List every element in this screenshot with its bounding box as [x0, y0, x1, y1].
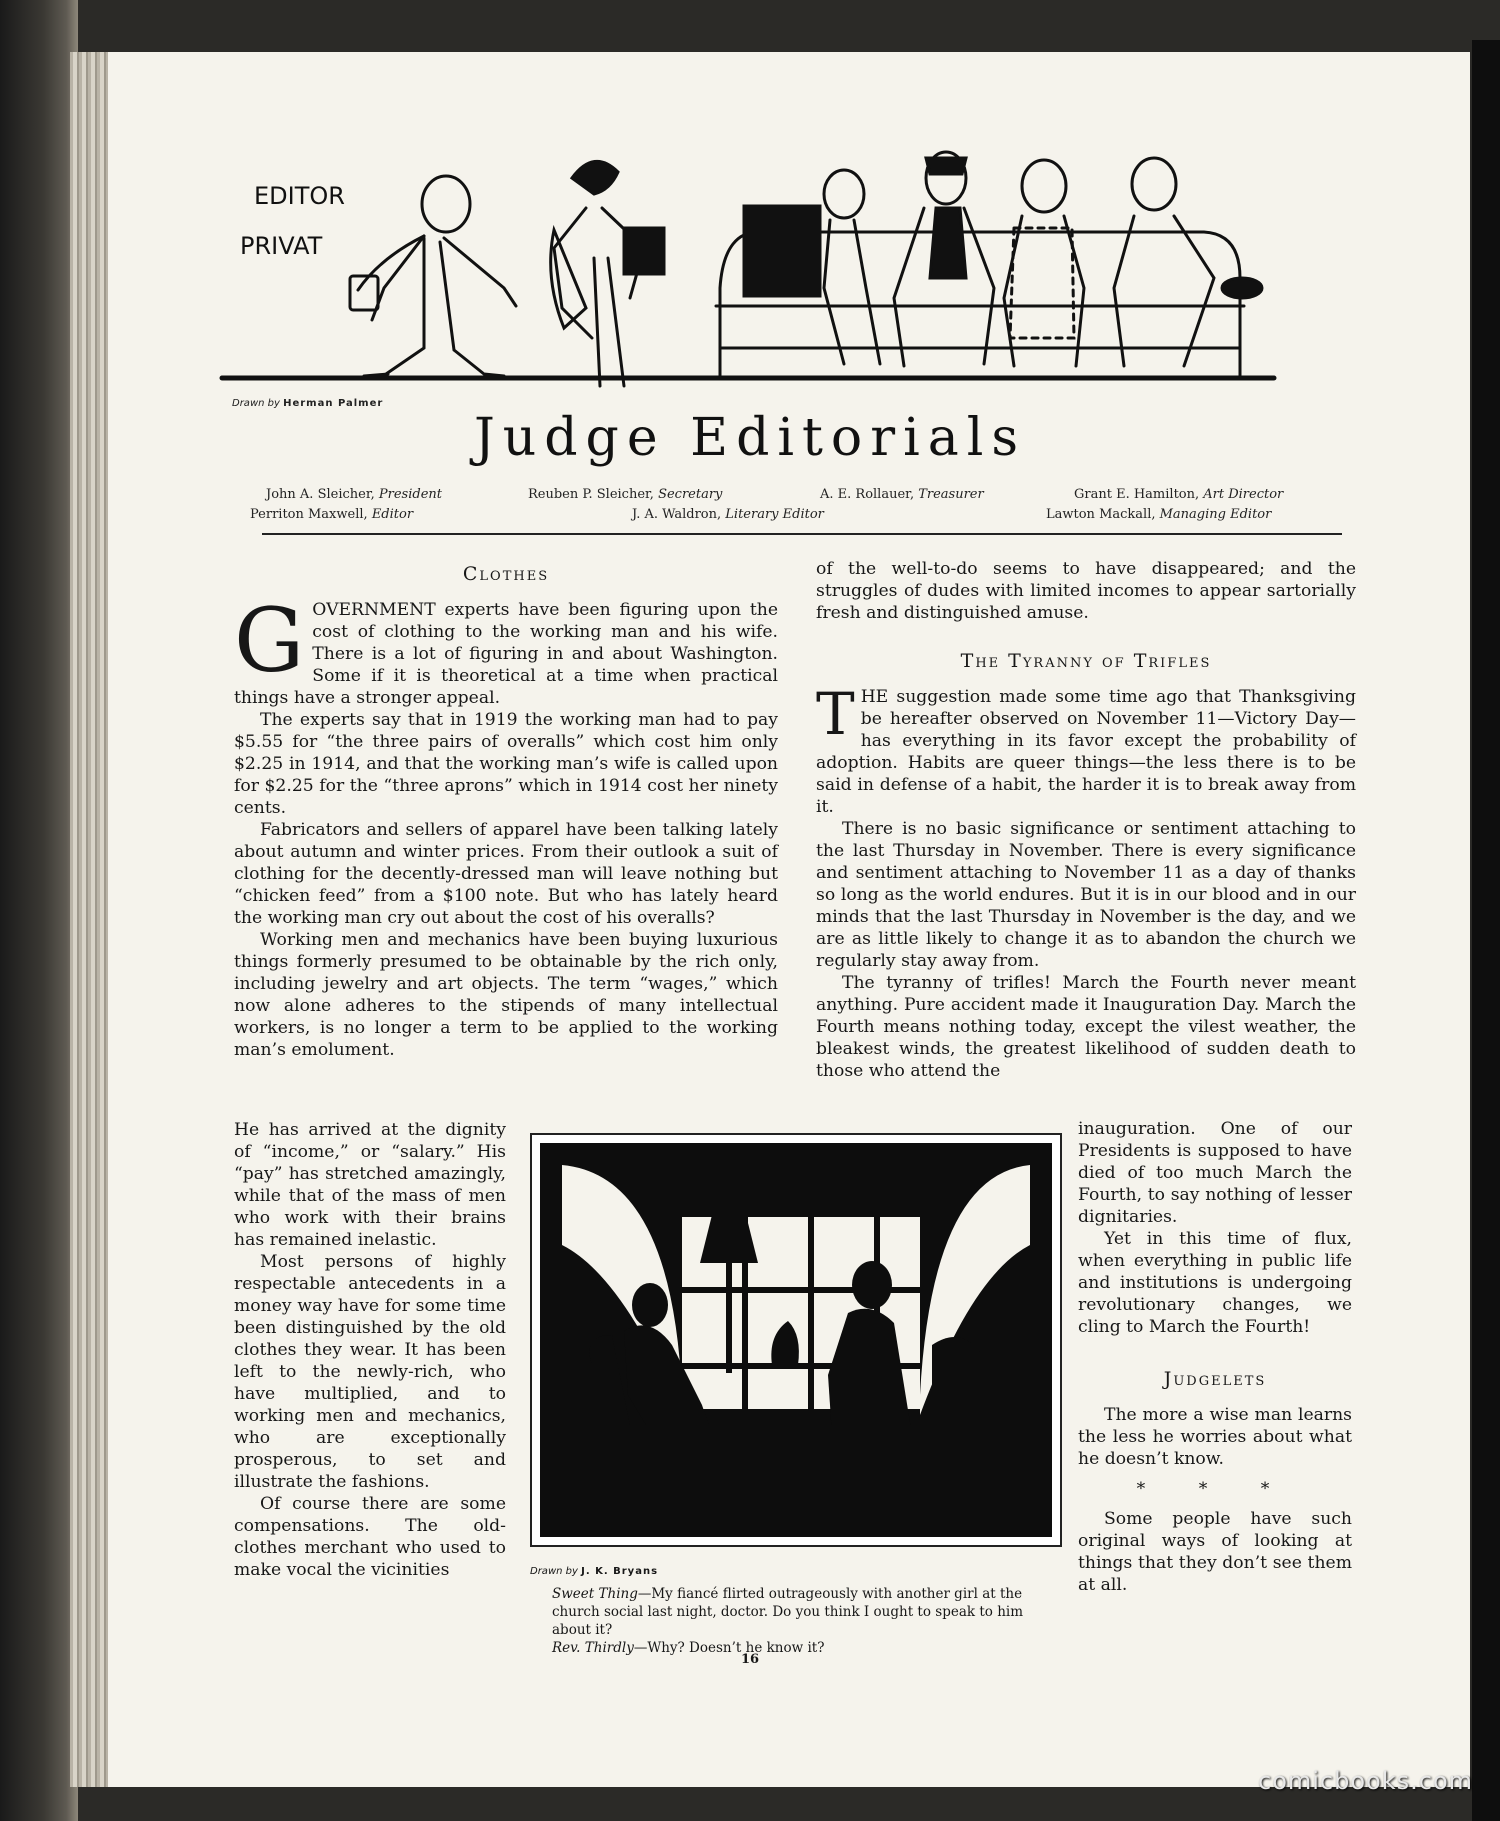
clothes-paragraph-2: The experts say that in 1919 the working man had to pay $5.55 for “the three pairs of overalls” which cost him only $2.25 in 1914, and that the working man’s wife is called upon for $2.25 for the “three aprons” which in 1914 cost her ninety cents.	[234, 710, 778, 818]
article-right-narrow	[1078, 1118, 1352, 1596]
staff-editor: Perriton Maxwell, Editor	[250, 507, 414, 522]
staff-secretary: Reuben P. Sleicher, Secretary	[528, 487, 723, 502]
masthead-rule	[262, 533, 1342, 535]
seated-visitors-group	[744, 152, 1262, 366]
staff-treasurer: A. E. Rollauer, Treasurer	[820, 487, 984, 502]
page-title: Judge Editorials	[473, 408, 1027, 468]
staff-president: John A. Sleicher, President	[266, 487, 442, 502]
heading-tyranny: The Tyranny of Trifles	[960, 650, 1212, 672]
illustration-credit: Drawn by J. K. Bryans	[530, 1566, 659, 1577]
scan-background-left	[0, 0, 78, 1821]
man-at-door-figure	[350, 176, 516, 376]
tyranny-paragraph-1: THE suggestion made some time ago that Thanksgiving be hereafter observed on November 11—Victory Day—has everything in its favor except the probability of adoption. Habits are queer things—the less there is to be said in defense of a habit, the harder it is to break away from it.	[816, 680, 1356, 817]
clothes-paragraph-1: GOVERNMENT experts have been figuring upon the cost of clothing to the working man and his wife. There is a lot of figuring in and about Washington. Some if it is theoretical at a time when practical things have a stronger appeal.	[234, 589, 778, 708]
clothes-paragraph-3: Fabricators and sellers of apparel have been talking lately about autumn and winter prices. From their outlook a suit of clothing for the decently-dressed man will leave nothing but “chicken feed” from a $100 note. But who has lately heard the working man cry out about the cost of his overalls?	[234, 820, 778, 928]
judgelet-2: Some people have such original ways of looking at things that they don’t see them at all.	[1078, 1509, 1352, 1595]
article-clothes-narrow	[234, 1119, 506, 1581]
judgelet-1: The more a wise man learns the less he worries about what he doesn’t know.	[1078, 1405, 1352, 1469]
woman-with-packages-figure	[551, 161, 664, 386]
staff-art-director: Grant E. Hamilton, Art Director	[1074, 487, 1284, 502]
page-number: 16	[740, 1652, 760, 1667]
tyranny-paragraph-2: There is no basic significance or sentiment attaching to the last Thursday in November. There is every significance and sentiment attaching to November 11 as a day of thanks so long as the world endures. But it is in our blood and in our minds that the last Thursday in November is the day, and we are as little likely to change it as to abandon the church we regularly stay away from.	[816, 819, 1356, 971]
cartoon-credit: Drawn by Herman Palmer	[232, 398, 384, 409]
header-cartoon	[124, 138, 1364, 395]
clothes-paragraph-4: Working men and mechanics have been buying luxurious things formerly presumed to be obtainable by the rich only, including jewelry and art objects. The term “wages,” which now alone adheres to the stipends of many intellectual workers, is no longer a term to be applied to the working man’s emolument.	[234, 930, 778, 1060]
tyranny-paragraph-4: Yet in this time of flux, when everything in public life and institutions is undergoing revolutionary changes, we cling to March the Fourth!	[1078, 1229, 1352, 1337]
article-right-column	[816, 558, 1356, 1082]
clothes-paragraph-5: Most persons of highly respectable antecedents in a money way have for some time been distinguished by the old clothes they wear. It has been left to the newly-rich, who have multiplied, and to working men and mechanics, who are exceptionally prosperous, to set and illustrate the fashions.	[234, 1252, 506, 1492]
article-clothes	[234, 563, 778, 1061]
clothes-paragraph-6: Of course there are some compensations. The old-clothes merchant who used to make vocal the vicinities	[234, 1494, 506, 1580]
door-text-line1: EDITOR	[254, 182, 345, 210]
tyranny-paragraph-3-cont: inauguration. One of our Presidents is supposed to have died of too much March the Fourth, to say nothing of lesser dignitaries.	[1078, 1119, 1352, 1227]
illustration-caption	[530, 1563, 1060, 1657]
door-text-line2: PRIVAT	[240, 232, 323, 260]
drop-cap-g: G	[234, 589, 305, 692]
tyranny-paragraph-3: The tyranny of trifles! March the Fourth never meant anything. Pure accident made it Inauguration Day. March the Fourth means nothing today, except the vilest weather, the bleakest winds, the greatest likelihood of sudden death to those who attend the	[816, 973, 1356, 1081]
judgelet-separator: * * *	[1136, 1479, 1294, 1499]
caption-line-2: Rev. Thirdly—Why? Doesn’t he know it?	[552, 1640, 825, 1656]
silhouette-illustration	[530, 1133, 1062, 1547]
site-watermark: comicbooks.com	[1258, 1767, 1474, 1795]
staff-managing-editor: Lawton Mackall, Managing Editor	[1046, 507, 1272, 522]
staff-literary-editor: J. A. Waldron, Literary Editor	[632, 507, 824, 522]
heading-judgelets: Judgelets	[1163, 1368, 1267, 1390]
clothes-paragraph-4-cont: He has arrived at the dignity of “income,” or “salary.” His “pay” has stretched amazingly, while that of the mass of men who work with their brains has remained inelastic.	[234, 1120, 506, 1250]
scan-background-right	[1472, 40, 1500, 1821]
heading-clothes: Clothes	[462, 563, 550, 585]
drop-cap-t: T	[816, 680, 855, 748]
caption-line-1: Sweet Thing—My fiancé flirted outrageously with another girl at the church social last night, doctor. Do you think I ought to speak to him about it?	[552, 1586, 1024, 1638]
clothes-paragraph-6-cont: of the well-to-do seems to have disappeared; and the struggles of dudes with limited incomes to appear sartorially fresh and distinguished amuse.	[816, 559, 1356, 623]
